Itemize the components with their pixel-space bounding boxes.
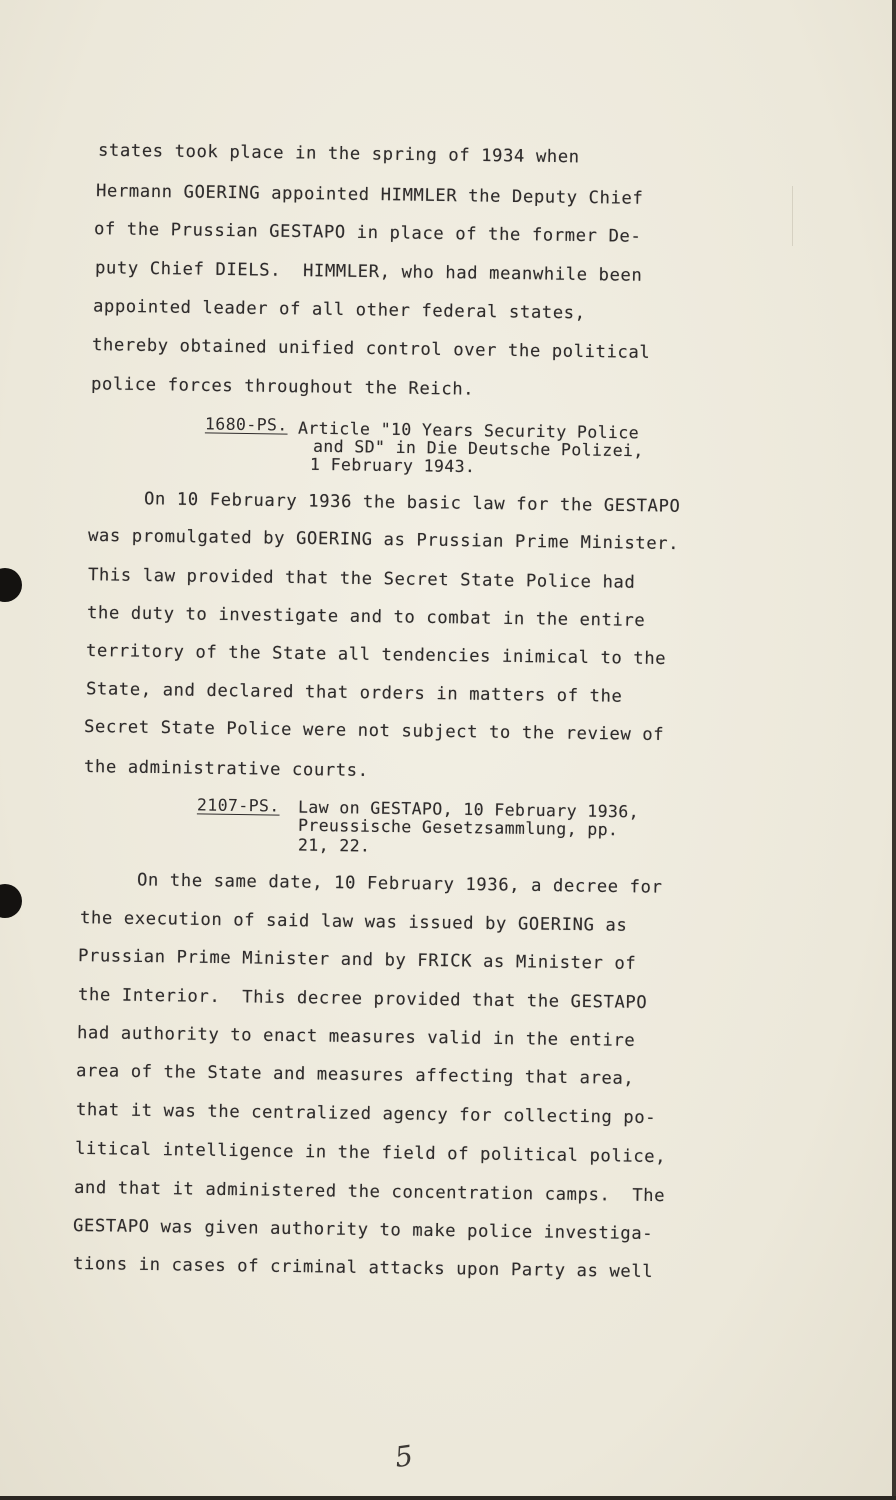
scan-edge bbox=[0, 1496, 896, 1500]
citation-line: Preussische Gesetzsammlung, pp. bbox=[297, 815, 619, 840]
text-line: states took place in the spring of 1934 when bbox=[97, 140, 580, 168]
text-line: litical intelligence in the field of political police, bbox=[74, 1138, 667, 1168]
citation-number: 1680-PS. bbox=[204, 414, 288, 435]
text-line: State, and declared that orders in matters of the bbox=[85, 679, 623, 707]
citation-number: 2107-PS. bbox=[196, 795, 280, 816]
text-line: tions in cases of criminal attacks upon Party as well bbox=[72, 1253, 654, 1283]
text-line: Secret State Police were not subject to the review of bbox=[83, 716, 665, 746]
punch-hole bbox=[0, 568, 22, 602]
citation-line: Article "10 Years Security Police bbox=[297, 418, 640, 443]
citation-line: Law on GESTAPO, 10 February 1936, bbox=[297, 797, 640, 822]
text-line: area of the State and measures affecting that area, bbox=[75, 1061, 635, 1089]
text-line: the Interior. This decree provided that the GESTAPO bbox=[77, 985, 648, 1013]
text-line: was promulgated by GOERING as Prussian Prime Minister. bbox=[87, 525, 680, 555]
citation-line: 1 February 1943. bbox=[309, 454, 476, 477]
text-line: and that it administered the concentration camps. The bbox=[73, 1177, 666, 1207]
text-line: Hermann GOERING appointed HIMMLER the Deputy Chief bbox=[95, 181, 644, 209]
text-line: the execution of said law was issued by GOERING as bbox=[79, 908, 628, 936]
text-line: had authority to enact measures valid in the entire bbox=[76, 1023, 636, 1051]
text-line: On 10 February 1936 the basic law for the GESTAPO bbox=[143, 489, 681, 517]
text-line: police forces throughout the Reich. bbox=[90, 374, 475, 400]
text-line: This law provided that the Secret State Police had bbox=[87, 565, 636, 593]
text-line: that it was the centralized agency for collecting po- bbox=[75, 1099, 657, 1129]
paper-crease bbox=[792, 186, 793, 246]
citation-line: and SD" in Die Deutsche Polizei, bbox=[312, 436, 644, 461]
text-line: territory of the State all tendencies inimical to the bbox=[85, 640, 667, 670]
text-line: On the same date, 10 February 1936, a decree for bbox=[136, 870, 663, 898]
text-line: the duty to investigate and to combat in the entire bbox=[86, 603, 646, 631]
text-line: thereby obtained unified control over the political bbox=[91, 335, 651, 363]
scan-edge bbox=[892, 0, 896, 1500]
text-line: appointed leader of all other federal states, bbox=[92, 296, 586, 324]
text-line: Prussian Prime Minister and by FRICK as Minister of bbox=[77, 946, 637, 974]
citation-line: 21, 22. bbox=[297, 835, 371, 856]
text-line: puty Chief DIELS. HIMMLER, who had meanwhile been bbox=[94, 258, 643, 286]
punch-hole bbox=[0, 884, 22, 918]
text-line: GESTAPO was given authority to make police investiga- bbox=[72, 1215, 654, 1245]
text-line: of the Prussian GESTAPO in place of the former De- bbox=[93, 219, 642, 247]
page-number: 5 bbox=[392, 1438, 416, 1475]
text-line: the administrative courts. bbox=[83, 757, 369, 781]
